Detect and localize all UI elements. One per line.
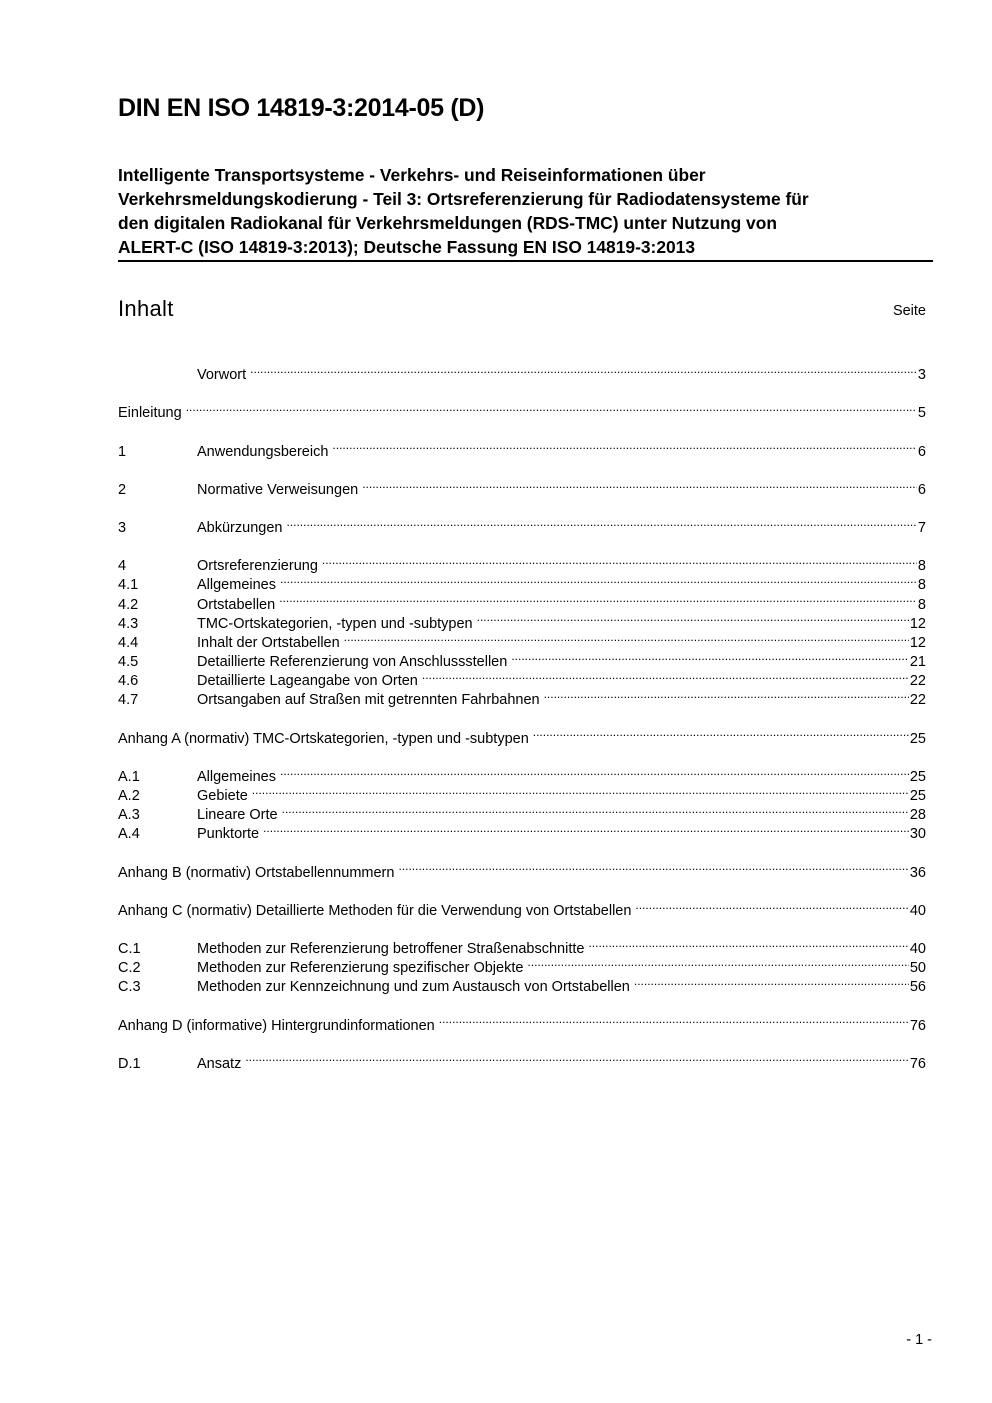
toc-entry-title: Ansatz: [197, 1055, 242, 1072]
toc-entry-number: A.4: [118, 826, 140, 843]
toc-entry[interactable]: [118, 857, 926, 881]
toc-entry-page: 5: [917, 405, 926, 422]
toc-entry-title: Inhalt der Ortstabellen: [197, 634, 340, 651]
toc-dot-leader: [439, 1010, 909, 1029]
toc-entry-title: Anhang A (normativ) TMC-Ortskategorien, -typen und -subtypen: [118, 730, 529, 747]
toc-entry-title: Allgemeines: [197, 768, 276, 785]
toc-dot-leader: [344, 628, 909, 647]
toc-entry-number: 4.6: [118, 673, 139, 690]
document-subtitle: [118, 163, 933, 262]
toc-entry-title: Ortsangaben auf Straßen mit getrennten Fahrbahnen: [197, 692, 540, 709]
toc-entry-page: 7: [917, 519, 926, 536]
toc-entry-number: C.2: [118, 960, 141, 977]
toc-entry-title: Ortsreferenzierung: [197, 558, 318, 575]
toc-entry[interactable]: [118, 475, 926, 498]
toc-dot-leader: [263, 819, 909, 838]
toc-entry-page: 50: [909, 960, 926, 977]
toc-entry[interactable]: [118, 1010, 926, 1034]
toc-entry-page: 36: [909, 864, 926, 881]
toc-dot-leader: [332, 436, 917, 455]
toc-dot-leader: [527, 953, 908, 972]
toc-entry-title: TMC-Ortskategorien, -typen und -subtypen: [197, 615, 473, 632]
toc-entry-number: D.1: [118, 1055, 141, 1072]
subtitle-line: Intelligente Transportsysteme - Verkehrs- und Reiseinformationen über: [118, 165, 706, 185]
toc-entry-number: 4: [118, 558, 127, 575]
page-number: - 1 -: [906, 1332, 932, 1348]
toc-entry-title: Gebiete: [197, 788, 248, 804]
toc-dot-leader: [634, 972, 909, 991]
toc-entry-page: 6: [917, 443, 926, 460]
toc-dot-leader: [250, 360, 917, 379]
toc-entry[interactable]: [118, 1049, 926, 1072]
toc-entry-page: 76: [909, 1017, 926, 1034]
toc-dot-leader: [245, 1049, 909, 1068]
toc-dot-leader: [280, 570, 917, 589]
toc-entry-title: Anhang C (normativ) Detaillierte Methoden für die Verwendung von Ortstabellen: [118, 902, 632, 919]
toc-entry-number: 4.4: [118, 634, 139, 651]
toc-entry-title: Allgemeines: [197, 577, 276, 594]
toc-entry[interactable]: [118, 513, 926, 536]
toc-entry[interactable]: [118, 551, 926, 575]
toc-entry-page: 40: [909, 940, 926, 957]
toc-entry-number: 4.3: [118, 615, 139, 632]
toc-entry-page: 22: [909, 692, 926, 709]
toc-entry-page: 3: [917, 367, 926, 384]
toc-entry-page: 8: [917, 596, 926, 613]
toc-entry-number: C.1: [118, 940, 141, 957]
toc-entry-page: 25: [909, 768, 926, 785]
subtitle-line: ALERT-C (ISO 14819-3:2013); Deutsche Fassung EN ISO 14819-3:2013: [118, 237, 696, 257]
toc-entry-number: 4.1: [118, 577, 139, 594]
toc-entry-number: C.3: [118, 979, 141, 996]
toc-entry[interactable]: [118, 723, 926, 747]
toc-dot-leader: [322, 551, 917, 570]
toc-entry-page: 12: [909, 615, 926, 632]
toc-entry[interactable]: [118, 762, 926, 785]
toc-entry-title: Punktorte: [197, 826, 260, 843]
toc-entry-number: A.1: [118, 768, 140, 785]
toc-entry-page: 40: [909, 902, 926, 919]
toc-entry-page: 6: [917, 481, 926, 498]
toc-entry-title: Normative Verweisungen: [197, 481, 359, 498]
toc-dot-leader: [635, 896, 908, 915]
toc-entry-number: 4.2: [118, 596, 139, 613]
toc-entry-number: 2: [118, 481, 127, 498]
toc-entry-page: 12: [909, 634, 926, 651]
toc-entry-page: 30: [909, 826, 926, 843]
toc-entry-title: Anwendungsbereich: [197, 443, 329, 460]
toc-entry-page: 8: [917, 558, 926, 575]
toc-entry-title: Ortstabellen: [197, 596, 276, 613]
toc-dot-leader: [533, 723, 909, 742]
toc-entry-title: Methoden zur Kennzeichnung und zum Austausch von Ortstabellen: [197, 979, 630, 996]
toc-dot-leader: [279, 589, 917, 608]
table-of-contents: [118, 360, 926, 1072]
toc-entry-title: Detaillierte Referenzierung von Anschlussstellen: [197, 654, 508, 671]
toc-entry-title: Einleitung: [118, 405, 182, 422]
subtitle-line: Verkehrsmeldungskodierung - Teil 3: Ortsreferenzierung für Radiodatensysteme für: [118, 189, 809, 209]
toc-entry-title: Vorwort: [197, 367, 247, 384]
toc-dot-leader: [422, 666, 909, 685]
toc-entry-title: Anhang D (informative) Hintergrundinformationen: [118, 1017, 435, 1034]
document-title: DIN EN ISO 14819-3:2014-05 (D): [118, 94, 485, 122]
toc-entry[interactable]: [118, 398, 926, 422]
toc-entry-page: 22: [909, 673, 926, 690]
toc-entry-title: Methoden zur Referenzierung betroffener Straßenabschnitte: [197, 940, 585, 957]
toc-entry-page: 25: [909, 730, 926, 747]
toc-entry-page: 8: [917, 577, 926, 594]
toc-entry-number: 1: [118, 443, 127, 460]
toc-entry-page: 21: [909, 654, 926, 671]
toc-entry-page: 76: [909, 1055, 926, 1072]
toc-dot-leader: [588, 934, 908, 953]
toc-entry-title: Abkürzungen: [197, 519, 283, 536]
toc-dot-leader: [186, 398, 917, 417]
toc-entry[interactable]: [118, 360, 926, 384]
toc-entry-title: Detaillierte Lageangabe von Orten: [197, 673, 418, 690]
toc-entry-number: A.2: [118, 788, 140, 804]
toc-dot-leader: [544, 685, 909, 704]
toc-dot-leader: [511, 647, 909, 666]
toc-dot-leader: [282, 800, 909, 819]
toc-entry-page: 28: [909, 807, 926, 824]
toc-dot-leader: [252, 781, 909, 800]
toc-entry-page: 56: [909, 979, 926, 996]
toc-entry[interactable]: [118, 934, 926, 957]
toc-entry-number: A.3: [118, 807, 140, 824]
toc-dot-leader: [477, 609, 909, 628]
toc-heading: Inhalt: [118, 296, 174, 321]
toc-dot-leader: [286, 513, 916, 532]
toc-entry-title: Methoden zur Referenzierung spezifischer Objekte: [197, 960, 524, 977]
toc-page-column-label: Seite: [892, 303, 926, 319]
toc-entry-page: 25: [909, 788, 926, 804]
toc-dot-leader: [280, 762, 909, 781]
subtitle-line: den digitalen Radiokanal für Verkehrsmeldungen (RDS-TMC) unter Nutzung von: [118, 213, 777, 233]
toc-entry-title: Lineare Orte: [197, 807, 278, 824]
toc-entry[interactable]: [118, 436, 926, 460]
toc-entry-number: 3: [118, 519, 127, 536]
toc-dot-leader: [398, 857, 908, 876]
toc-entry-number: 4.5: [118, 654, 139, 671]
toc-entry-number: 4.7: [118, 692, 139, 709]
toc-dot-leader: [362, 475, 917, 494]
toc-entry[interactable]: [118, 896, 926, 919]
toc-entry-title: Anhang B (normativ) Ortstabellennummern: [118, 864, 395, 881]
